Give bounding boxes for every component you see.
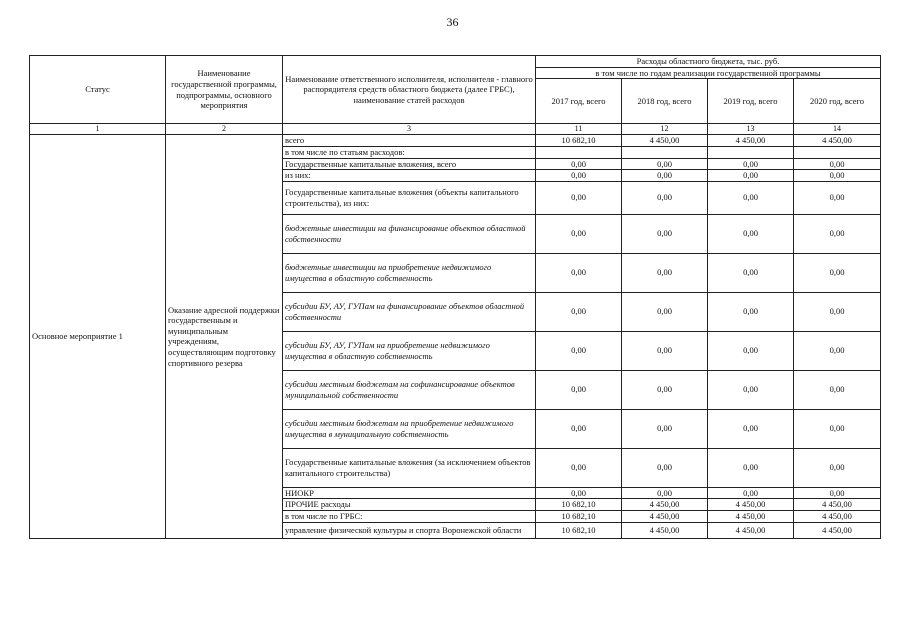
amount-cell: 4 450,00 <box>708 499 794 511</box>
header-year-2020: 2020 год, всего <box>794 79 881 124</box>
expense-item-label: в том числе по статьям расходов: <box>283 146 536 158</box>
amount-cell: 0,00 <box>794 370 881 409</box>
amount-cell: 0,00 <box>794 170 881 182</box>
expense-item-label: из них: <box>283 170 536 182</box>
header-by-years: в том числе по годам реализации государственной программы <box>536 67 881 79</box>
amount-cell: 0,00 <box>794 409 881 448</box>
amount-cell: 4 450,00 <box>622 522 708 538</box>
status-cell: Основное мероприятие 1 <box>30 135 166 538</box>
amount-cell: 0,00 <box>794 487 881 499</box>
column-index: 11 <box>536 124 622 135</box>
program-cell: Оказание адресной поддержки государственным и муниципальным учреждениям, осуществляющим подготовку спортивного резерва <box>166 135 283 538</box>
page-number: 36 <box>446 15 459 29</box>
amount-cell: 0,00 <box>708 170 794 182</box>
amount-cell: 10 682,10 <box>536 135 622 147</box>
amount-cell: 0,00 <box>536 331 622 370</box>
expense-item-label: ПРОЧИЕ расходы <box>283 499 536 511</box>
amount-cell: 0,00 <box>794 181 881 214</box>
amount-cell: 0,00 <box>708 292 794 331</box>
header-year-2017: 2017 год, всего <box>536 79 622 124</box>
expense-item-label: Государственные капитальные вложения (объекты капитального строительства), из них: <box>283 181 536 214</box>
amount-cell <box>536 146 622 158</box>
column-index: 1 <box>30 124 166 135</box>
amount-cell: 0,00 <box>708 409 794 448</box>
amount-cell: 10 682,10 <box>536 511 622 523</box>
amount-cell: 0,00 <box>708 214 794 253</box>
expense-item-label: Государственные капитальные вложения (за исключением объектов капитального строительства) <box>283 448 536 487</box>
amount-cell: 0,00 <box>536 181 622 214</box>
budget-table <box>29 55 881 539</box>
amount-cell <box>794 146 881 158</box>
header-executor: Наименование ответственного исполнителя, исполнителя - главного распорядителя средств областного бюджета (далее ГРБС), наименование статей расходов <box>283 56 536 124</box>
amount-cell: 0,00 <box>622 448 708 487</box>
expense-item-label: субсидии БУ, АУ, ГУПам на приобретение недвижимого имущества в областную собственность <box>283 331 536 370</box>
amount-cell: 0,00 <box>708 158 794 170</box>
expense-item-label: Государственные капитальные вложения, всего <box>283 158 536 170</box>
amount-cell: 4 450,00 <box>794 522 881 538</box>
header-status: Статус <box>30 56 166 124</box>
amount-cell: 0,00 <box>622 170 708 182</box>
amount-cell: 0,00 <box>536 158 622 170</box>
header-year-2018: 2018 год, всего <box>622 79 708 124</box>
amount-cell: 0,00 <box>536 487 622 499</box>
amount-cell <box>622 146 708 158</box>
expense-item-label: бюджетные инвестиции на приобретение недвижимого имущества в областную собственность <box>283 253 536 292</box>
expense-item-label: бюджетные инвестиции на финансирование объектов областной собственности <box>283 214 536 253</box>
amount-cell: 0,00 <box>794 158 881 170</box>
column-index: 3 <box>283 124 536 135</box>
amount-cell: 4 450,00 <box>708 522 794 538</box>
amount-cell: 0,00 <box>794 448 881 487</box>
amount-cell: 0,00 <box>708 487 794 499</box>
amount-cell: 4 450,00 <box>708 511 794 523</box>
table-row <box>30 135 881 147</box>
expense-item-label: НИОКР <box>283 487 536 499</box>
amount-cell: 0,00 <box>708 181 794 214</box>
amount-cell: 4 450,00 <box>708 135 794 147</box>
amount-cell: 0,00 <box>536 409 622 448</box>
amount-cell: 0,00 <box>622 158 708 170</box>
expense-item-label: всего <box>283 135 536 147</box>
amount-cell: 0,00 <box>708 331 794 370</box>
amount-cell: 10 682,10 <box>536 499 622 511</box>
amount-cell: 0,00 <box>622 292 708 331</box>
amount-cell: 0,00 <box>708 253 794 292</box>
amount-cell: 0,00 <box>794 331 881 370</box>
amount-cell: 0,00 <box>536 170 622 182</box>
column-index: 14 <box>794 124 881 135</box>
header-expenses-title: Расходы областного бюджета, тыс. руб. <box>536 56 881 68</box>
column-index: 2 <box>166 124 283 135</box>
header-year-2019: 2019 год, всего <box>708 79 794 124</box>
amount-cell: 0,00 <box>794 214 881 253</box>
amount-cell: 0,00 <box>536 214 622 253</box>
amount-cell: 0,00 <box>794 292 881 331</box>
expense-item-label: в том числе по ГРБС: <box>283 511 536 523</box>
header-row-1 <box>30 56 881 68</box>
amount-cell: 0,00 <box>622 253 708 292</box>
expense-item-label: субсидии БУ, АУ, ГУПам на финансирование объектов областной собственности <box>283 292 536 331</box>
amount-cell: 0,00 <box>536 292 622 331</box>
amount-cell: 4 450,00 <box>794 499 881 511</box>
amount-cell: 0,00 <box>794 253 881 292</box>
amount-cell: 0,00 <box>622 181 708 214</box>
expense-item-label: управление физической культуры и спорта Воронежской области <box>283 522 536 538</box>
column-index: 12 <box>622 124 708 135</box>
amount-cell: 4 450,00 <box>622 135 708 147</box>
amount-cell: 10 682,10 <box>536 522 622 538</box>
column-index-row <box>30 124 881 135</box>
amount-cell: 4 450,00 <box>622 511 708 523</box>
amount-cell: 0,00 <box>622 331 708 370</box>
expense-item-label: субсидии местным бюджетам на приобретение недвижимого имущества в муниципальную собственность <box>283 409 536 448</box>
amount-cell: 0,00 <box>622 370 708 409</box>
header-program-name: Наименование государственной программы, подпрограммы, основного мероприятия <box>166 56 283 124</box>
amount-cell: 0,00 <box>622 214 708 253</box>
expense-item-label: субсидии местным бюджетам на софинансирование объектов муниципальной собственности <box>283 370 536 409</box>
amount-cell: 0,00 <box>536 253 622 292</box>
amount-cell: 0,00 <box>708 370 794 409</box>
amount-cell: 0,00 <box>622 409 708 448</box>
amount-cell: 4 450,00 <box>794 135 881 147</box>
amount-cell: 0,00 <box>708 448 794 487</box>
amount-cell: 4 450,00 <box>794 511 881 523</box>
amount-cell: 0,00 <box>536 448 622 487</box>
amount-cell: 4 450,00 <box>622 499 708 511</box>
column-index: 13 <box>708 124 794 135</box>
amount-cell: 0,00 <box>536 370 622 409</box>
amount-cell <box>708 146 794 158</box>
amount-cell: 0,00 <box>622 487 708 499</box>
